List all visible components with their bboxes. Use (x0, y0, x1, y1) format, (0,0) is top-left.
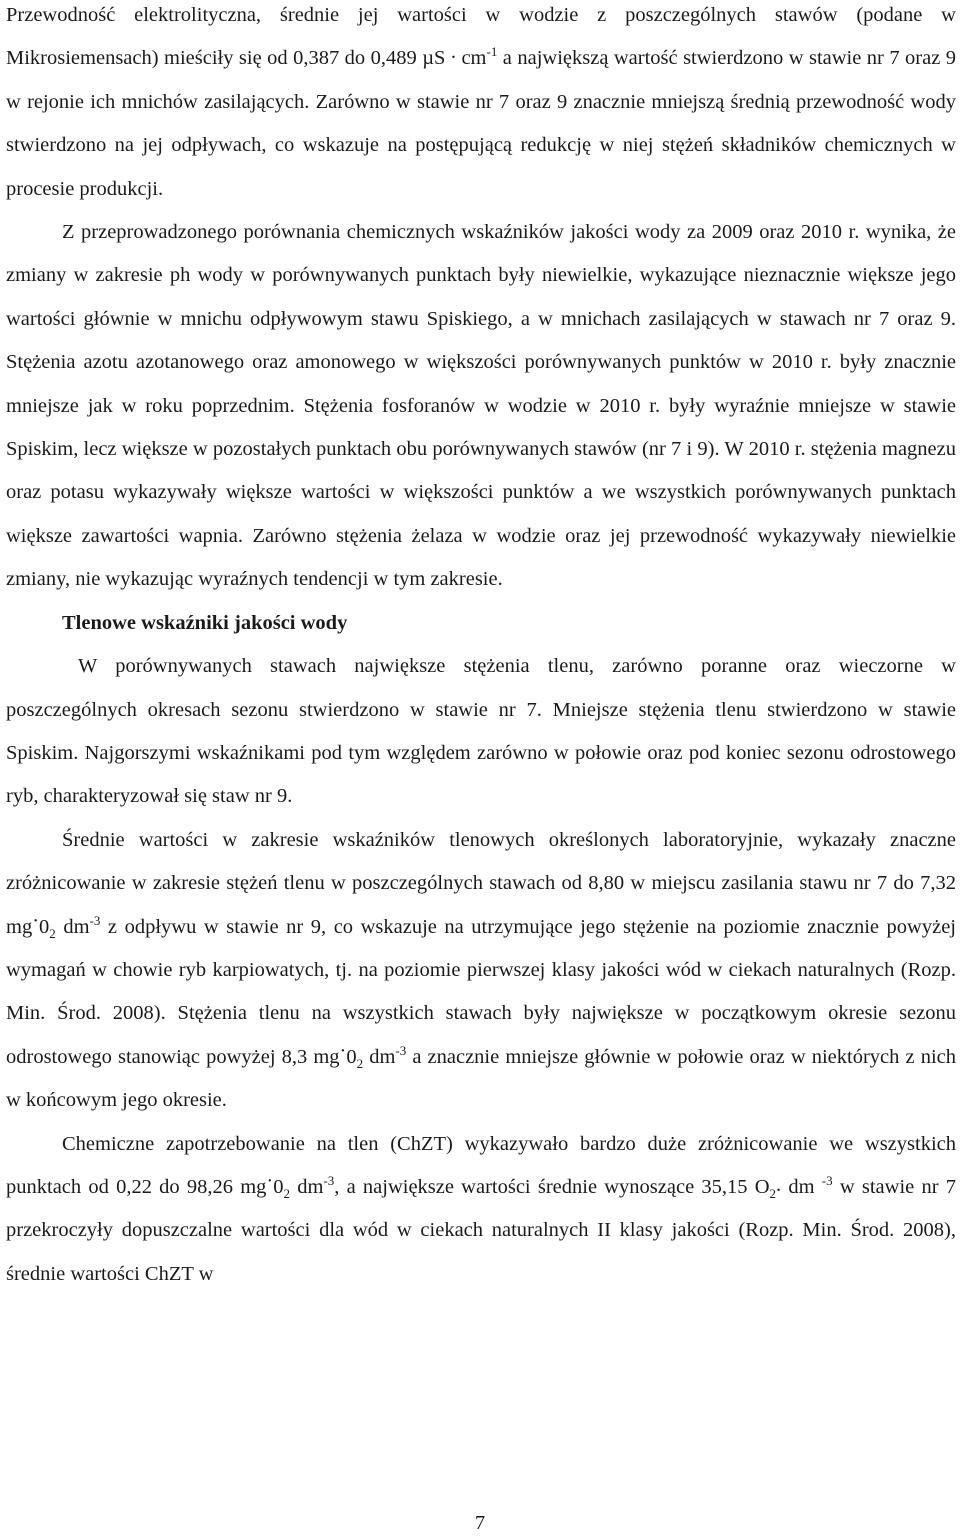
dot-operator: · (32, 909, 40, 932)
paragraph-oxygen-ponds: W porównywanych stawach największe stężenia tlenu, zarówno poranne oraz wieczorne w poszczególnych okresach sezonu stwierdzono w stawie nr 7. Mniejsze stężenia tlenu stwierdzono w stawie Spiskim. Najgorszymi wskaźnikami pod tym względem zarówno w połowie oraz pod koniec sezonu odrostowego ryb, charakteryzował się staw nr 9. (6, 655, 956, 808)
text-run: w stawie nr 7 przekroczyły dopuszczalne wartości dla wód w ciekach naturalnych II klasy jakości (Rozp. Min. Środ. 2008), średnie wartości ChZT w (6, 1175, 956, 1285)
superscript: -3 (821, 1173, 833, 1189)
paragraph-chzt (6, 1123, 956, 1297)
document-body (6, 0, 956, 1296)
text-run: dm (363, 1045, 396, 1068)
text-run: z odpływu w stawie nr 9, co wskazuje na utrzymujące jego stężenie na poziomie znacznie powyżej wymagań w chowie ryb karpiowatych, tj. na poziomie pierwszej klasy jakości wód w ciekach naturalnych (Rozp. Min. Środ. 2008). Stężenia tlenu na wszystkich stawach były największe w początkowym okresie sezonu odrostowego stanowiąc powyżej 8,3 mg (6, 915, 956, 1068)
text-run: Średnie wartości w zakresie wskaźników tlenowych określonych laboratoryjnie, wykazały znaczne zróżnicowanie w zakresie stężeń tlenu w poszczególnych stawach od 8,80 w miejscu zasilania stawu nr 7 do 7,32 mg (6, 828, 956, 938)
text-run: cm (456, 47, 487, 70)
dot-operator: · (339, 1039, 347, 1062)
text-run: Chemiczne zapotrzebowanie na tlen (ChZT) wykazywało bardzo duże zróżnicowanie we wszystkich punktach od 0,22 do 98,26 mg (6, 1132, 956, 1198)
text-run: dm (289, 1175, 324, 1198)
superscript: -1 (486, 44, 498, 60)
dot-operator: . (776, 1173, 782, 1196)
paragraph-comparison: Z przeprowadzonego porównania chemicznych wskaźników jakości wody za 2009 oraz 2010 r. wynika, że zmiany w zakresie ph wody w porównywanych punktach były niewielkie, wykazujące nieznacznie większe jego wartości głównie w mnichu odpływowym stawu Spiskiego, a w mnichach zasilających w stawach nr 7 oraz 9. Stężenia azotu azotanowego oraz amonowego w większości porównywanych punktów w 2010 r. były znacznie mniejsze jak w roku poprzednim. Stężenia fosforanów w wodzie w 2010 r. były wyraźnie mniejsze w stawie Spiskim, lecz większe w pozostałych punktach obu porównywanych stawów (nr 7 i 9). W 2010 r. stężenia magnezu oraz potasu wykazywały większe wartości w większości punktów a we wszystkich porównywanych punktach większe zawartości wapnia. Zarówno stężenia żelaza w wodzie oraz jej przewodność wykazywały niewielkie zmiany, nie wykazując wyraźnych tendencji w tym zakresie. (6, 221, 956, 591)
paragraph-conductivity (6, 0, 956, 211)
text-run: a znacznie mniejsze głównie w połowie oraz w niektórych z nich w końcowym jego okresie. (6, 1045, 956, 1112)
section-heading: Tlenowe wskaźniki jakości wody (62, 611, 348, 634)
text-run: a największą wartość stwierdzono w stawie nr 7 oraz 9 w rejonie ich mnichów zasilających. Zarówno w stawie nr 7 oraz 9 znacznie mniejszą średnią przewodność wody stwierdzono na jej odpływach, co wskazuje na postępującą redukcję w niej stężeń składników chemicznych w procesie produkcji. (6, 47, 956, 200)
subscript: 2 (49, 925, 56, 941)
text-run: 0 (273, 1175, 284, 1198)
subscript: 2 (769, 1186, 777, 1202)
superscript: -3 (395, 1042, 407, 1058)
text-run: dm (55, 915, 90, 938)
paragraph-oxygen-averages (6, 819, 956, 1123)
text-run: 0 (346, 1045, 357, 1068)
text-run: dm (781, 1175, 822, 1198)
text-run: Przewodność elektrolityczna, średnie jej wartości w wodzie z poszczególnych stawów (podane w Mikrosiemensach) mieściły się od 0,387 do 0,489 µS (6, 4, 956, 70)
text-run: 0 (39, 915, 50, 938)
dot-operator: · (266, 1169, 274, 1192)
text-run: , a największe wartości średnie wynoszące 35,15 O (334, 1175, 770, 1198)
page-number: 7 (474, 1512, 486, 1534)
superscript: -3 (89, 912, 101, 928)
superscript: -3 (323, 1173, 335, 1189)
dot-operator: . (450, 41, 456, 64)
subscript: 2 (356, 1055, 364, 1071)
subscript: 2 (283, 1186, 290, 1202)
